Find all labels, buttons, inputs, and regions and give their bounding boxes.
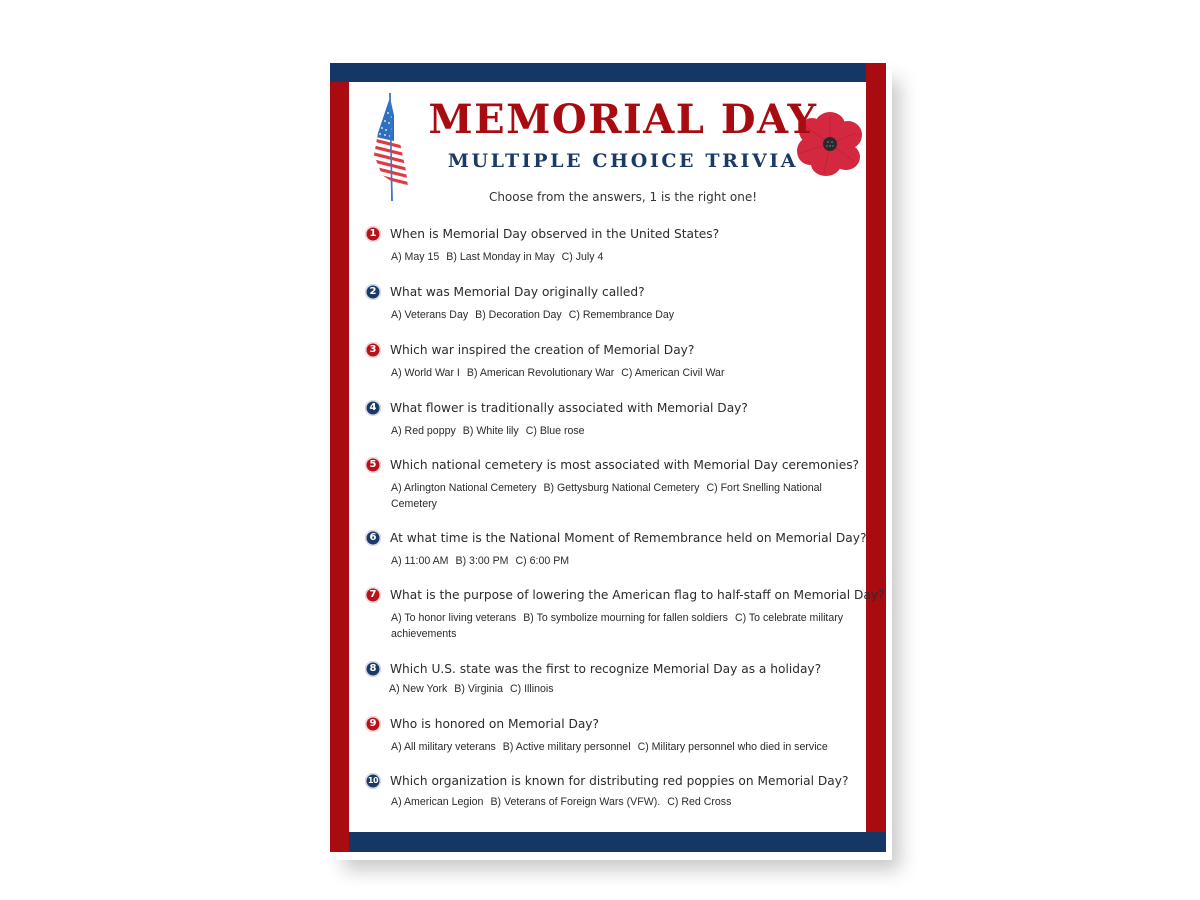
- answer-a: A) To honor living veterans: [391, 612, 517, 624]
- answer-a: A) World War I: [391, 367, 460, 379]
- answer-options: [391, 553, 846, 569]
- number-badge-icon: 10: [365, 773, 381, 789]
- number-badge-icon: 9: [365, 716, 381, 732]
- frame-bottom-bar: [349, 832, 886, 852]
- answer-a: A) All military veterans: [391, 741, 496, 753]
- answer-a: A) Arlington National Cemetery: [391, 482, 537, 494]
- answer-c: C) Red Cross: [667, 796, 732, 808]
- question-text: What is the purpose of lowering the American flag to half-staff on Memorial Day?: [390, 588, 885, 602]
- answer-c: C) Blue rose: [525, 425, 585, 437]
- answer-options: [391, 365, 846, 381]
- frame-top-bar: [330, 63, 866, 82]
- answer-a: A) American Legion: [391, 796, 484, 808]
- question-text: What was Memorial Day originally called?: [390, 285, 645, 299]
- answer-c: C) American Civil War: [621, 367, 725, 379]
- frame-left-bar: [330, 82, 349, 852]
- number-badge-icon: 4: [365, 400, 381, 416]
- answer-c: C) Fort Snelling National Cemetery: [391, 482, 822, 510]
- question-text: Which U.S. state was the first to recognize Memorial Day as a holiday?: [390, 662, 822, 676]
- number-badge-icon: 6: [365, 530, 381, 546]
- answer-a: A) Red poppy: [391, 425, 456, 437]
- answer-options: [391, 739, 846, 755]
- answer-b: B) Veterans of Foreign Wars (VFW).: [490, 796, 661, 808]
- answer-c: C) Military personnel who died in service: [637, 741, 828, 753]
- question-text: Which war inspired the creation of Memorial Day?: [390, 343, 695, 357]
- trivia-worksheet: [330, 63, 886, 852]
- question-text: At what time is the National Moment of Remembrance held on Memorial Day?: [390, 531, 867, 545]
- answer-a: A) May 15: [391, 251, 440, 263]
- answer-b: B) Virginia: [454, 683, 503, 695]
- answer-c: C) 6:00 PM: [515, 555, 570, 567]
- frame-right-bar: [866, 63, 886, 832]
- answer-b: B) Gettysburg National Cemetery: [543, 482, 700, 494]
- number-badge-icon: 3: [365, 342, 381, 358]
- answer-b: B) White lily: [462, 425, 519, 437]
- instructions-text: Choose from the answers, 1 is the right one!: [488, 190, 758, 204]
- number-badge-icon: 8: [365, 661, 381, 677]
- answer-options: [391, 794, 846, 810]
- answer-b: B) Last Monday in May: [446, 251, 555, 263]
- answer-a: A) 11:00 AM: [391, 555, 449, 567]
- question-text: What flower is traditionally associated with Memorial Day?: [390, 401, 748, 415]
- answer-c: C) Remembrance Day: [568, 309, 675, 321]
- question-text: Who is honored on Memorial Day?: [390, 717, 599, 731]
- answer-c: C) Illinois: [509, 683, 554, 695]
- answer-c: C) To celebrate military achievements: [391, 612, 844, 640]
- question-text: Which organization is known for distributing red poppies on Memorial Day?: [390, 774, 849, 788]
- number-badge-icon: 5: [365, 457, 381, 473]
- answer-options: [391, 610, 846, 642]
- answer-b: B) Active military personnel: [502, 741, 631, 753]
- answer-options: [391, 480, 846, 512]
- answer-c: C) July 4: [561, 251, 604, 263]
- answer-b: B) To symbolize mourning for fallen soldiers: [523, 612, 728, 624]
- number-badge-icon: 2: [365, 284, 381, 300]
- answer-a: A) Veterans Day: [391, 309, 469, 321]
- page-title: MEMORIAL DAY: [428, 96, 818, 143]
- answer-options: [391, 307, 846, 323]
- page-subtitle: MULTIPLE CHOICE TRIVIA: [447, 150, 799, 172]
- answer-b: B) American Revolutionary War: [466, 367, 615, 379]
- question-text: When is Memorial Day observed in the United States?: [390, 227, 720, 241]
- answer-options: [391, 423, 846, 439]
- answer-options: [389, 681, 844, 697]
- number-badge-icon: 7: [365, 587, 381, 603]
- answer-b: B) Decoration Day: [475, 309, 562, 321]
- number-badge-icon: 1: [365, 226, 381, 242]
- answer-a: A) New York: [389, 683, 448, 695]
- answer-b: B) 3:00 PM: [455, 555, 509, 567]
- answer-options: [391, 249, 846, 265]
- question-text: Which national cemetery is most associated with Memorial Day ceremonies?: [390, 458, 860, 472]
